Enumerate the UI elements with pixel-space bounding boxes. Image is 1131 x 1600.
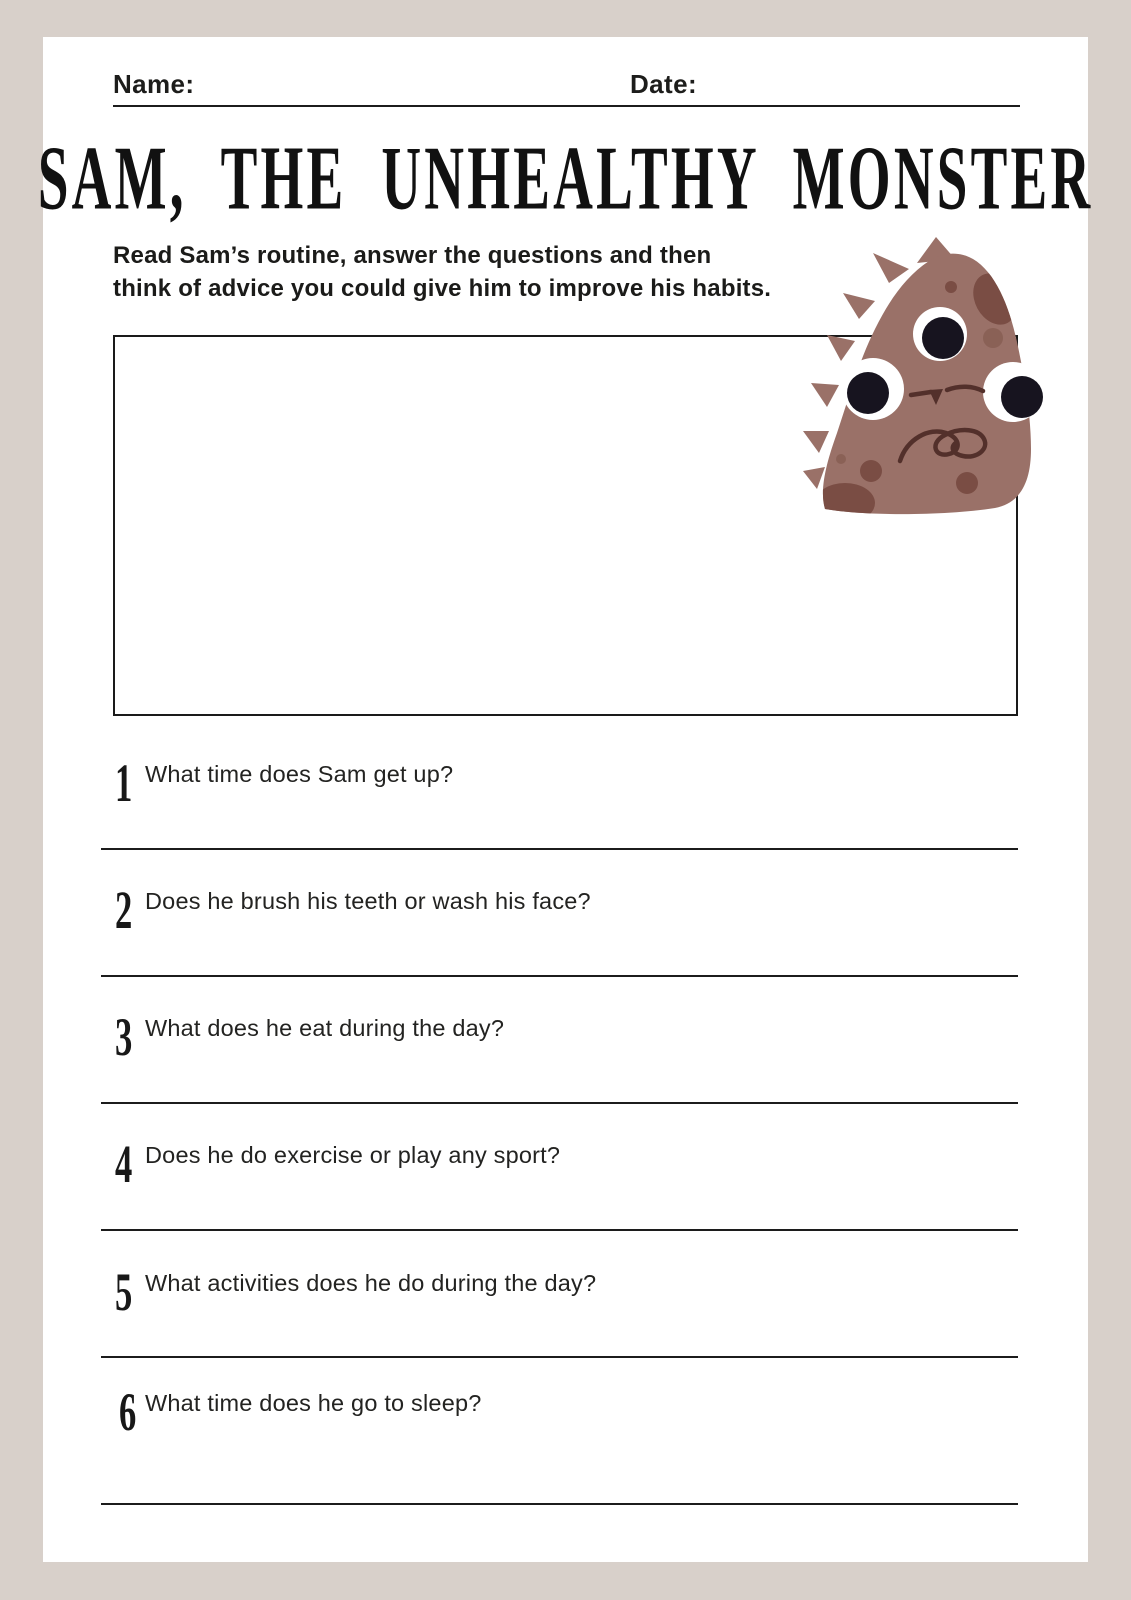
question-number: 5 [115, 1263, 133, 1323]
question-text: Does he brush his teeth or wash his face? [145, 888, 591, 914]
monster-eye-left [842, 358, 904, 420]
question-text: What time does Sam get up? [145, 761, 454, 787]
name-date-write-line[interactable] [113, 105, 1020, 107]
instructions-line-1: Read Sam’s routine, answer the questions and then [113, 242, 712, 269]
date-label: Date: [630, 69, 698, 99]
page-title [37, 127, 1094, 229]
monster-eye-center [913, 307, 967, 361]
instructions-text [113, 239, 813, 305]
answer-line-3[interactable] [101, 1102, 1018, 1104]
answer-line-6[interactable] [101, 1503, 1018, 1505]
sam-monster-illustration [803, 237, 1047, 517]
question-number: 2 [115, 881, 133, 941]
question-text: What does he eat during the day? [145, 1015, 505, 1041]
question-number: 6 [119, 1383, 137, 1443]
answer-line-5[interactable] [101, 1356, 1018, 1358]
answer-line-4[interactable] [101, 1229, 1018, 1231]
question-text: Does he do exercise or play any sport? [145, 1142, 561, 1168]
instructions-line-2: think of advice you could give him to improve his habits. [113, 275, 772, 302]
question-number: 3 [115, 1008, 133, 1068]
question-number: 1 [115, 754, 133, 814]
question-text: What time does he go to sleep? [145, 1390, 482, 1416]
question-text: What activities does he do during the day? [145, 1270, 597, 1296]
name-label: Name: [113, 69, 195, 99]
answer-line-1[interactable] [101, 848, 1018, 850]
monster-eye-right [983, 362, 1043, 422]
page-title-text: SAM, THE UNHEALTHY MONSTER [37, 127, 1094, 229]
question-number: 4 [115, 1135, 133, 1195]
worksheet-page [37, 37, 1094, 1562]
answer-line-2[interactable] [101, 975, 1018, 977]
